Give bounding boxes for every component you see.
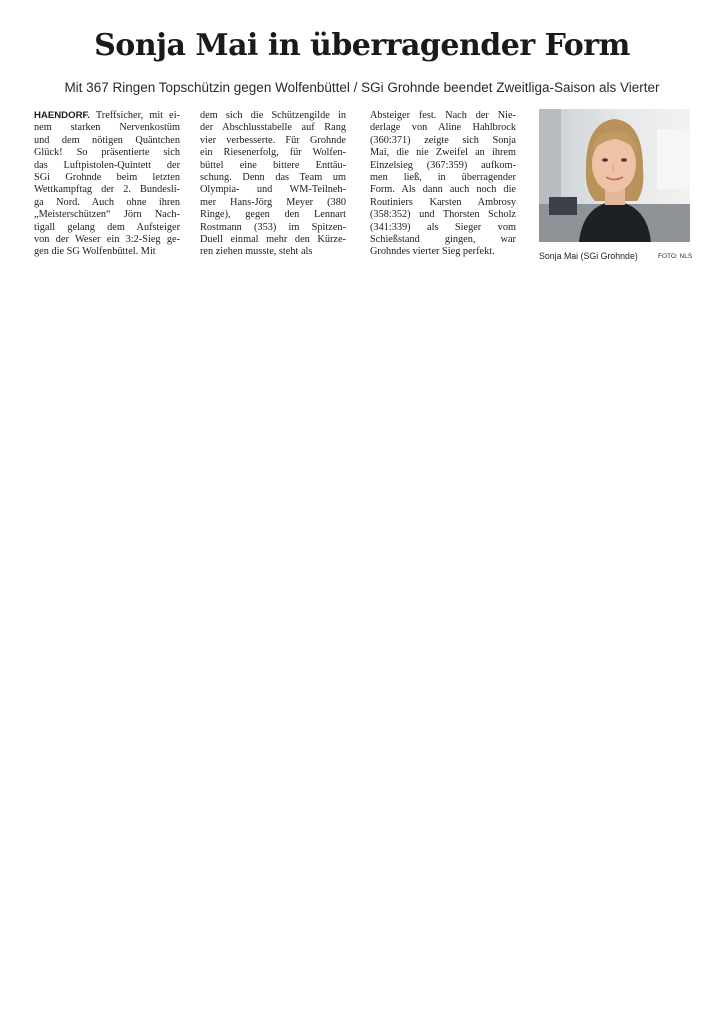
article-line-text: Mai, die nie Zweifel an ihrem xyxy=(370,147,516,159)
article-line-text: ga Nord. Auch ohne ihren xyxy=(34,196,180,208)
article-line xyxy=(34,246,180,258)
article-line xyxy=(200,135,346,147)
article-line xyxy=(200,122,346,134)
article-line xyxy=(200,160,346,172)
article-line-text: ein Riesenerfolg, für Wolfen- xyxy=(200,147,346,159)
article-line-text: vier verbesserte. Für Grohnde xyxy=(200,134,346,146)
article-line xyxy=(370,160,516,172)
article-line-text: Rostmann (353) im Spitzen- xyxy=(200,221,346,233)
article-line-text: Grohndes vierter Sieg perfekt. xyxy=(370,246,495,258)
article-line xyxy=(200,184,346,196)
article-line-text: Treffsicher, mit ei- xyxy=(89,110,180,121)
article-line-text: Glück! So präsentierte sich xyxy=(34,147,180,159)
article-line-text: men ließ, in überragender xyxy=(370,172,516,184)
portrait-photo xyxy=(539,109,690,242)
article-line-text: Olympia- und WM-Teilneh- xyxy=(200,184,346,196)
article-line-text: Ringe), gegen den Lennart xyxy=(200,209,346,221)
article-line-text: Einzelsieg (367:359) aufkom- xyxy=(370,159,516,171)
article-line-text: (341:339) als Sieger vom xyxy=(370,221,516,233)
article-line-text: SGi Grohnde beim letzten xyxy=(34,172,180,184)
article-line xyxy=(370,147,516,159)
article-line xyxy=(370,234,516,246)
article-line-text: Schießstand gingen, war xyxy=(370,234,516,246)
article-line-text: der Abschlusstabelle auf Rang xyxy=(200,122,346,134)
article-line xyxy=(34,147,180,159)
article-line-text: und dem nötigen Quäntchen xyxy=(34,134,180,146)
article-line-text: büttel eine bittere Enttäu- xyxy=(200,159,346,171)
article-line xyxy=(34,197,180,209)
article-line-text: von der Weser ein 3:2-Sieg ge- xyxy=(34,234,180,246)
article-line xyxy=(370,110,516,122)
article-line xyxy=(370,172,516,184)
article-line-text: mer Hans-Jörg Meyer (380 xyxy=(200,196,346,208)
article-line-text: (358:352) und Thorsten Scholz xyxy=(370,209,516,221)
article-line xyxy=(370,184,516,196)
article-line xyxy=(34,184,180,196)
article-line xyxy=(200,209,346,221)
article-line xyxy=(200,147,346,159)
article-line xyxy=(370,135,516,147)
article-column-3 xyxy=(370,110,516,259)
article-line xyxy=(200,110,346,122)
article-line-text: dem sich die Schützengilde in xyxy=(200,110,346,121)
article-dateline: HAENDORF. xyxy=(34,110,90,121)
article-line-text: Form. Als dann auch noch die xyxy=(370,184,516,196)
article-line-text: Absteiger fest. Nach der Nie- xyxy=(370,110,516,121)
article-line-text: „Meisterschützen“ Jörn Nach- xyxy=(34,209,180,221)
article-line-text: derlage von Aline Hahlbrock xyxy=(370,122,516,134)
article-line xyxy=(34,222,180,234)
article-line xyxy=(200,197,346,209)
article-line xyxy=(200,234,346,246)
article-line xyxy=(34,135,180,147)
photo-caption: Sonja Mai (SGi Grohnde) xyxy=(539,251,638,261)
article-column-1 xyxy=(34,110,180,259)
article-line xyxy=(200,246,346,258)
article-line-text: das Luftpistolen-Quintett der xyxy=(34,159,180,171)
article-line xyxy=(370,197,516,209)
article-line-text: nem starken Nervenkostüm xyxy=(34,122,180,134)
article-line xyxy=(34,160,180,172)
article-headline: Sonja Mai in überragender Form xyxy=(94,28,630,63)
article-line-text: gen die SG Wolfenbüttel. Mit xyxy=(34,246,156,258)
article-line-text: schung. Denn das Team um xyxy=(200,172,346,184)
article-line xyxy=(370,122,516,134)
article-line xyxy=(370,246,516,258)
article-line xyxy=(34,234,180,246)
article-line xyxy=(370,222,516,234)
article-line-text: Wettkampftag der 2. Bundesli- xyxy=(34,184,180,196)
article-line-text: Duell einmal mehr den Kürze- xyxy=(200,234,346,246)
article-line xyxy=(34,110,180,122)
article-column-2 xyxy=(200,110,346,259)
photo-credit: FOTO: NLS xyxy=(658,253,693,260)
article-line xyxy=(370,209,516,221)
article-line-text: Routiniers Karsten Ambrosy xyxy=(370,196,516,208)
article-line xyxy=(200,222,346,234)
article-line-text: tigall gelang dem Aufsteiger xyxy=(34,221,180,233)
article-line-text: (360:371) zeigte sich Sonja xyxy=(370,134,516,146)
article-line xyxy=(34,209,180,221)
article-line xyxy=(34,122,180,134)
article-subheadline: Mit 367 Ringen Topschützin gegen Wolfenbüttel / SGi Grohnde beendet Zweitliga-Saison als Vierter xyxy=(64,80,660,95)
article-line xyxy=(200,172,346,184)
article-line-text: ren ziehen musste, steht als xyxy=(200,246,313,258)
article-line xyxy=(34,172,180,184)
